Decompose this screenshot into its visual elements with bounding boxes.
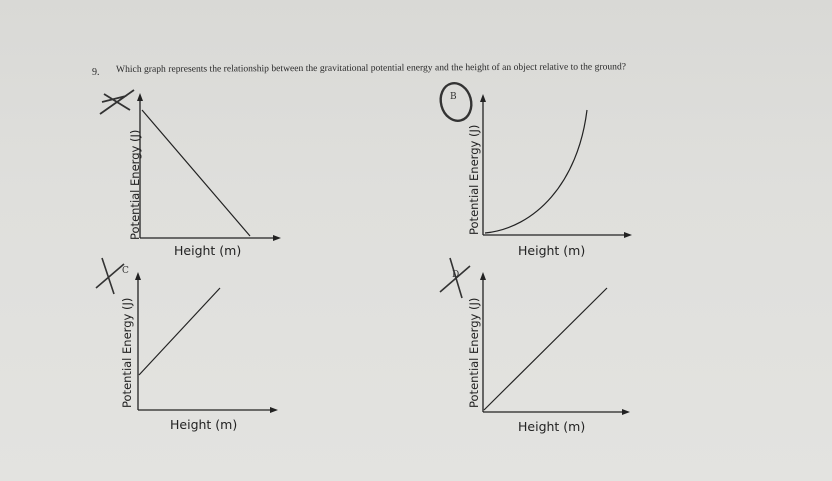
graph-c-y-arrow bbox=[135, 272, 141, 280]
graph-b[interactable] bbox=[440, 88, 640, 268]
graph-d-x-arrow bbox=[622, 409, 630, 415]
graph-b-x-label: Height (m) bbox=[518, 243, 586, 258]
graph-c-x-label: Height (m) bbox=[170, 417, 238, 432]
graph-d-data-line bbox=[484, 288, 607, 410]
graph-c-letter: C bbox=[122, 266, 129, 276]
graph-c-cross-mark bbox=[96, 258, 124, 294]
graph-a-y-arrow bbox=[137, 93, 143, 101]
graph-d-letter: D bbox=[452, 270, 460, 280]
graph-c[interactable] bbox=[96, 258, 286, 438]
question-text: Which graph represents the relationship between the gravitational potential energy and the height of an object relative to the ground? bbox=[116, 61, 627, 75]
graph-c-x-arrow bbox=[270, 407, 278, 413]
graph-a-cross-mark bbox=[100, 90, 134, 114]
graph-b-circle-mark bbox=[437, 80, 476, 124]
graph-c-y-label: Potential Energy (J) bbox=[120, 297, 134, 408]
graph-d[interactable] bbox=[440, 258, 640, 438]
graph-a-y-label: Potential Energy (J) bbox=[128, 129, 142, 240]
graph-b-x-arrow bbox=[624, 232, 632, 238]
graph-c-data-line bbox=[139, 288, 220, 375]
graph-b-letter: B bbox=[450, 92, 457, 102]
graph-b-data-curve bbox=[485, 110, 587, 233]
question-number: 9. bbox=[92, 67, 100, 78]
graph-b-y-arrow bbox=[480, 94, 486, 102]
graph-d-y-arrow bbox=[480, 272, 486, 280]
graph-d-y-label: Potential Energy (J) bbox=[467, 297, 481, 408]
graph-a[interactable] bbox=[100, 88, 290, 268]
graph-b-y-label: Potential Energy (J) bbox=[467, 124, 481, 235]
graph-a-x-arrow bbox=[273, 235, 281, 241]
graph-d-x-label: Height (m) bbox=[518, 419, 586, 434]
graph-a-x-label: Height (m) bbox=[174, 243, 242, 258]
graph-a-data-line bbox=[142, 110, 250, 236]
